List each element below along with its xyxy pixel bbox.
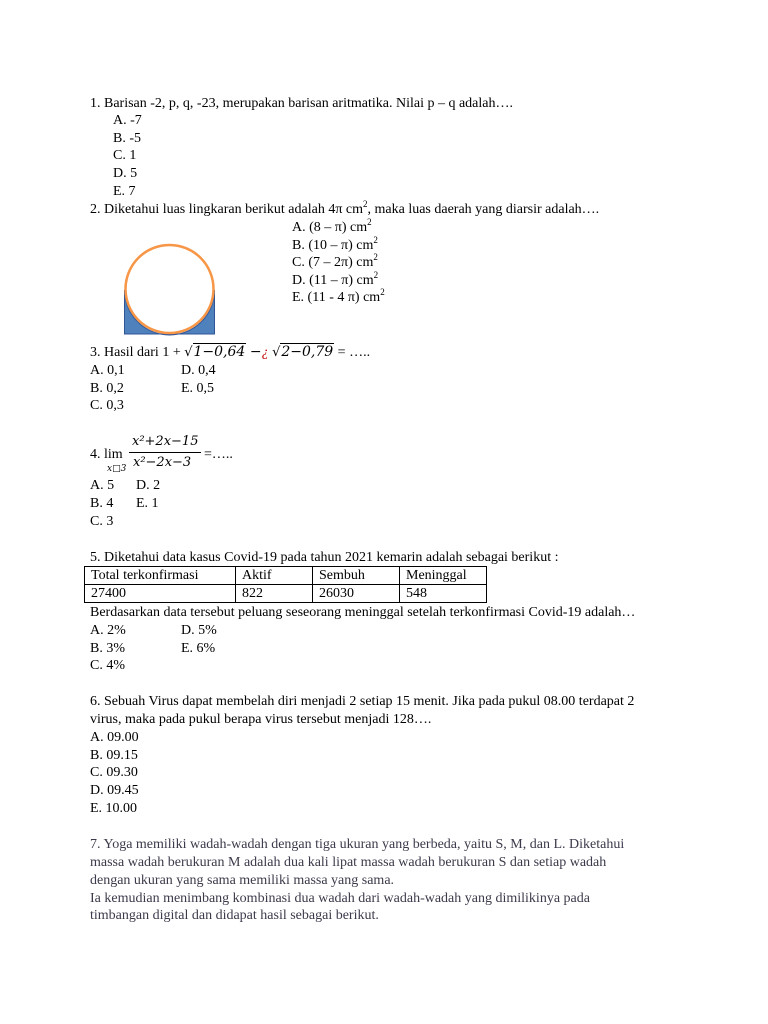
q2-option-c-sup: 2 [373,252,378,262]
table-header-cell: Meninggal [400,567,487,585]
q5-option-c: C. 4% [90,658,125,673]
covid-table [84,566,487,603]
q4-fraction-bar [129,452,201,453]
table-row [85,585,487,603]
q2-option-d-sup: 2 [373,270,379,280]
q5-option-d: D. 5% [181,623,217,638]
q3-stem [90,344,370,361]
q2-option-e-sup: 2 [380,287,385,297]
q3-prefix: 3. Hasil dari 1 + [90,345,185,360]
q2-option-d-text: D. (11 – π) cm [292,273,374,288]
q6-line-1: 6. Sebuah Virus dapat membelah diri menjadi 2 setiap 15 menit. Jika pada pukul 08.00 terdapat 2 [90,694,635,709]
q2-stem-post: , maka luas daerah yang diarsir adalah…. [367,202,600,217]
q3-suffix: = ….. [334,345,371,360]
q6-option-c: C. 09.30 [90,765,138,780]
q3-radicand-2: 2−0,79 [281,344,334,360]
q1-option-a: A. -7 [113,113,142,128]
q3-option-d: D. 0,4 [181,363,216,378]
q3-sqrt-1: √1−0,64 [184,344,246,360]
q4-option-d: D. 2 [136,478,161,493]
q4-option-b: B. 4 [90,496,114,511]
table-header-cell: Sembuh [313,567,400,585]
q1-option-e: E. 7 [113,184,136,199]
q7-line-5: timbangan digital dan didapat hasil sebagai berikut. [90,908,379,923]
q6-option-a: A. 09.00 [90,730,139,745]
q1-option-c: C. 1 [113,148,137,163]
table-header-cell: Total terkonfirmasi [85,567,236,585]
q2-option-b-sup: 2 [373,235,378,245]
q2-option-d [292,272,378,289]
table-header-cell: Aktif [236,567,313,585]
q3-red-glyph: ¿ [261,345,269,360]
q6-option-b: B. 09.15 [90,748,138,763]
q6-line-2: virus, maka pada pukul berapa virus tersebut menjadi 128…. [90,712,432,727]
q7-line-3: dengan ukuran yang sama memiliki massa yang sama. [90,873,395,888]
q2-stem [90,201,599,218]
q2-stem-sup: 2 [363,199,368,209]
q4-lim: 4. lim [90,447,123,462]
q3-option-a: A. 0,1 [90,363,125,378]
q4-denominator: x²−2x−3 [133,455,192,470]
q5-question: Berdasarkan data tersebut peluang seseorang meninggal setelah terkonfirmasi Covid-19 adalah… [90,605,636,620]
q4-option-c: C. 3 [90,514,114,529]
q6-option-d: D. 09.45 [90,783,139,798]
q3-minus: − [249,344,262,360]
q2-option-c [292,254,378,271]
table-cell: 27400 [85,585,236,603]
q2-option-a [292,219,372,236]
q4-suffix: =….. [204,447,233,462]
q4-limit-sub: x□3 [107,464,127,474]
q3-option-b: B. 0,2 [90,381,124,396]
q7-line-4: Ia kemudian menimbang kombinasi dua wadah dari wadah-wadah yang dimilikinya pada [90,891,590,906]
table-cell: 548 [400,585,487,603]
q2-circle [126,245,214,333]
q2-option-a-sup: 2 [367,217,372,227]
table-cell: 26030 [313,585,400,603]
q2-option-e-text: E. (11 - 4 π) cm [292,290,381,305]
q4-option-e: E. 1 [136,496,159,511]
q4-option-a: A. 5 [90,478,115,493]
q2-option-a-text: A. (8 – π) cm [292,220,368,235]
q2-option-b-text: B. (10 – π) cm [292,238,374,253]
q1-stem: 1. Barisan -2, p, q, -23, merupakan barisan aritmatika. Nilai p – q adalah…. [90,96,513,111]
q4-numerator: x²+2x−15 [132,434,199,449]
q2-option-e [292,289,385,306]
q3-option-c: C. 0,3 [90,398,124,413]
table-header-row [85,567,487,585]
q5-option-e: E. 6% [181,641,216,656]
q5-option-a: A. 2% [90,623,126,638]
table-cell: 822 [236,585,313,603]
q2-option-c-text: C. (7 – 2π) cm [292,255,374,270]
q2-stem-pre: 2. Diketahui luas lingkaran berikut adalah 4π cm [90,202,363,217]
q7-line-1: 7. Yoga memiliki wadah-wadah dengan tiga ukuran yang berbeda, yaitu S, M, dan L. Diketahui [90,837,625,852]
q3-sqrt-2: √2−0,79 [272,344,334,360]
q5-stem: 5. Diketahui data kasus Covid-19 pada tahun 2021 kemarin adalah sebagai berikut : [90,550,559,565]
q2-option-b [292,237,378,254]
q3-radicand-1: 1−0,64 [193,344,246,360]
q7-line-2: massa wadah berukuran M adalah dua kali lipat massa wadah berukuran S dan setiap wadah [90,855,607,870]
q1-option-b: B. -5 [113,131,141,146]
q2-figure [120,238,220,338]
q5-option-b: B. 3% [90,641,125,656]
q1-option-d: D. 5 [113,166,138,181]
q3-option-e: E. 0,5 [181,381,215,396]
q6-option-e: E. 10.00 [90,801,138,816]
